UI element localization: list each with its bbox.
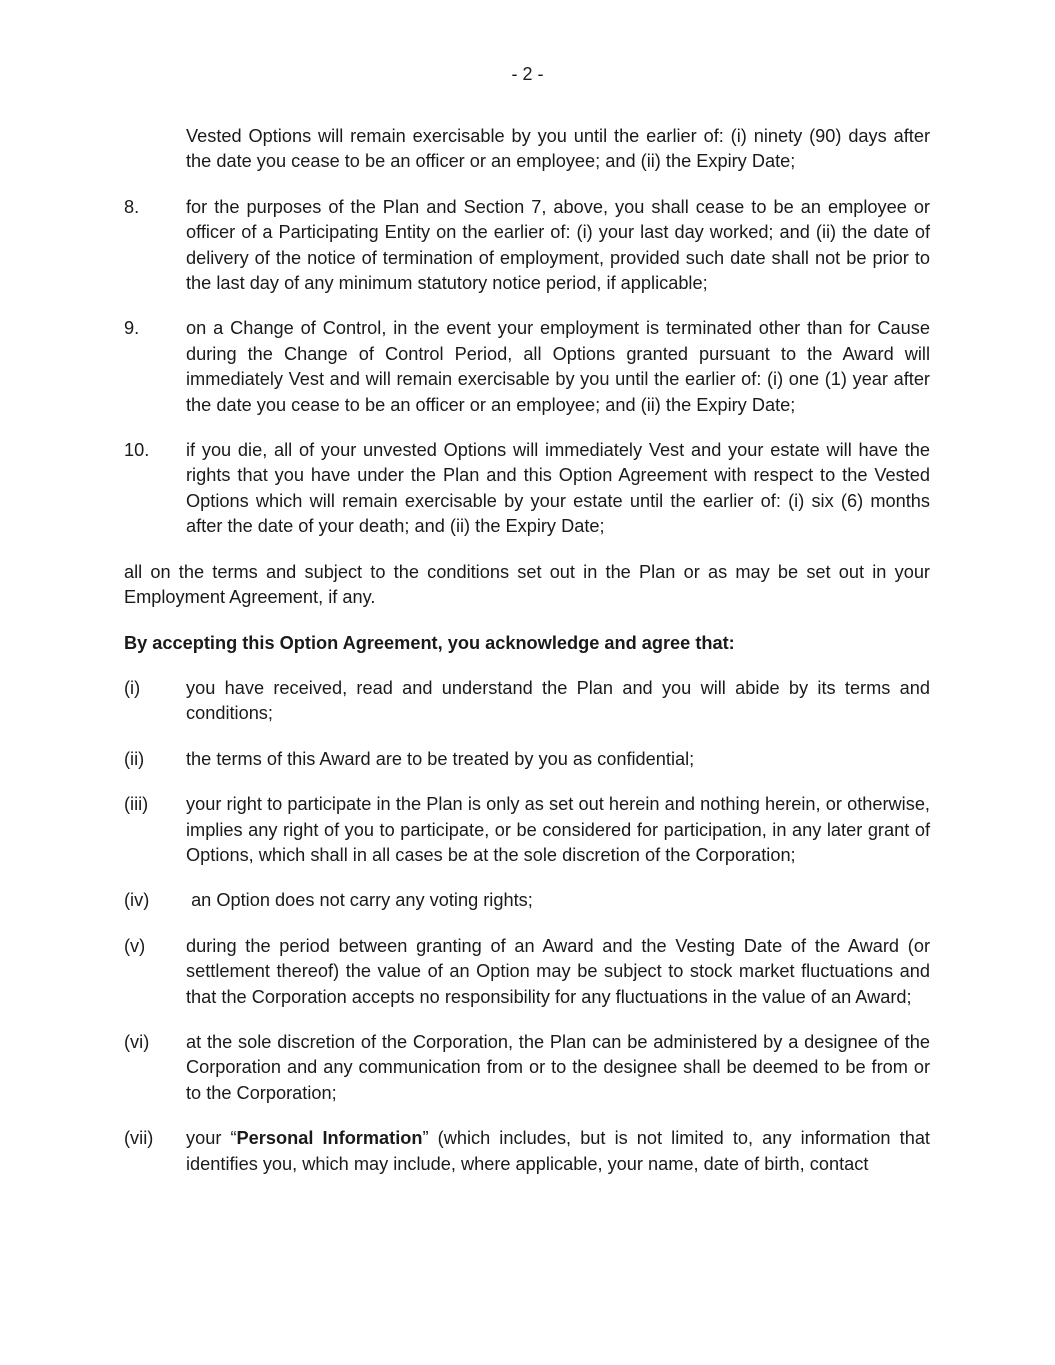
document-body: [124, 124, 930, 1197]
list-item: [124, 676, 930, 727]
acknowledgement-list: [124, 676, 930, 1177]
item-text: you have received, read and understand the Plan and you will abide by its terms and conditions;: [186, 677, 930, 724]
item-number: 10.: [124, 440, 150, 461]
item-number: (iv): [124, 890, 150, 911]
item-number: 8.: [124, 196, 140, 217]
item-text: an Option does not carry any voting rights;: [186, 890, 533, 911]
item-text: [186, 1126, 930, 1177]
page-number: - 2 -: [511, 64, 544, 84]
item-number: (ii): [124, 748, 145, 769]
item-number: (vii): [124, 1128, 154, 1149]
item-text: at the sole discretion of the Corporation, the Plan can be administered by a designee of the Corporation and any communication from or to the designee shall be deemed to be from or to the Corporation;: [186, 1031, 930, 1103]
continuation-paragraph: Vested Options will remain exercisable by you until the earlier of: (i) ninety (90) days after the date you cease to be an officer or an employee; and (ii) the Expiry Date;: [186, 126, 930, 172]
list-item: [124, 1030, 930, 1106]
item-text: during the period between granting of an Award and the Vesting Date of the Award (or settlement thereof) the value of an Option may be subject to stock market fluctuations and that the Corporation accepts no responsibility for any fluctuations in the value of an Award;: [186, 935, 930, 1007]
list-item: [124, 792, 930, 868]
item-text-suffix: ” (which includes, but is not limited to, any information that identifies you, which may include, where applicable, your name, date of birth, contact: [186, 1128, 930, 1174]
item-text: if you die, all of your unvested Options will immediately Vest and your estate will have the rights that you have under the Plan and this Option Agreement with respect to the Vested Options which will remain exercisable by your estate until the earlier of: (i) six (6) months after the date of your death; and (ii) the Expiry Date;: [186, 440, 930, 537]
item-number: 9.: [124, 318, 140, 339]
item-text: on a Change of Control, in the event your employment is terminated other than for Cause during the Change of Control Period, all Options granted pursuant to the Award will immediately Vest and will remain exercisable by you until the earlier of: (i) one (1) year after the date you cease to be an officer or an employee; and (ii) the Expiry Date;: [186, 318, 930, 415]
list-item: [124, 1126, 930, 1177]
numbered-list: [124, 195, 930, 540]
item-number: (iii): [124, 794, 149, 815]
item-number: (i): [124, 677, 141, 698]
defined-term: Personal Information: [236, 1128, 423, 1149]
list-item: [124, 888, 930, 913]
item-text: your right to participate in the Plan is only as set out herein and nothing herein, or otherwise, implies any right of you to participate, or be considered for participation, in any later grant of Options, which shall in all cases be at the sole discretion of the Corporation;: [186, 794, 930, 865]
list-item: [124, 438, 930, 540]
list-item: [124, 316, 930, 418]
item-text-prefix: your “: [186, 1128, 237, 1149]
item-text: for the purposes of the Plan and Section 7, above, you shall cease to be an employee or officer of a Participating Entity on the earlier of: (i) your last day worked; and (ii) the date of delivery of the notice of termination of employment, provided such date shall not be prior to the last day of any minimum statutory notice period, if applicable;: [186, 196, 930, 294]
closing-paragraph: all on the terms and subject to the conditions set out in the Plan or as may be set out in your Employment Agreement, if any.: [124, 561, 930, 608]
list-item: [124, 934, 930, 1010]
item-text: the terms of this Award are to be treated by you as confidential;: [186, 748, 695, 769]
item-number: (v): [124, 935, 146, 956]
list-item: [124, 195, 930, 297]
acknowledgement-heading: By accepting this Option Agreement, you acknowledge and agree that:: [124, 632, 735, 653]
item-number: (vi): [124, 1031, 150, 1052]
list-item: [124, 747, 930, 772]
